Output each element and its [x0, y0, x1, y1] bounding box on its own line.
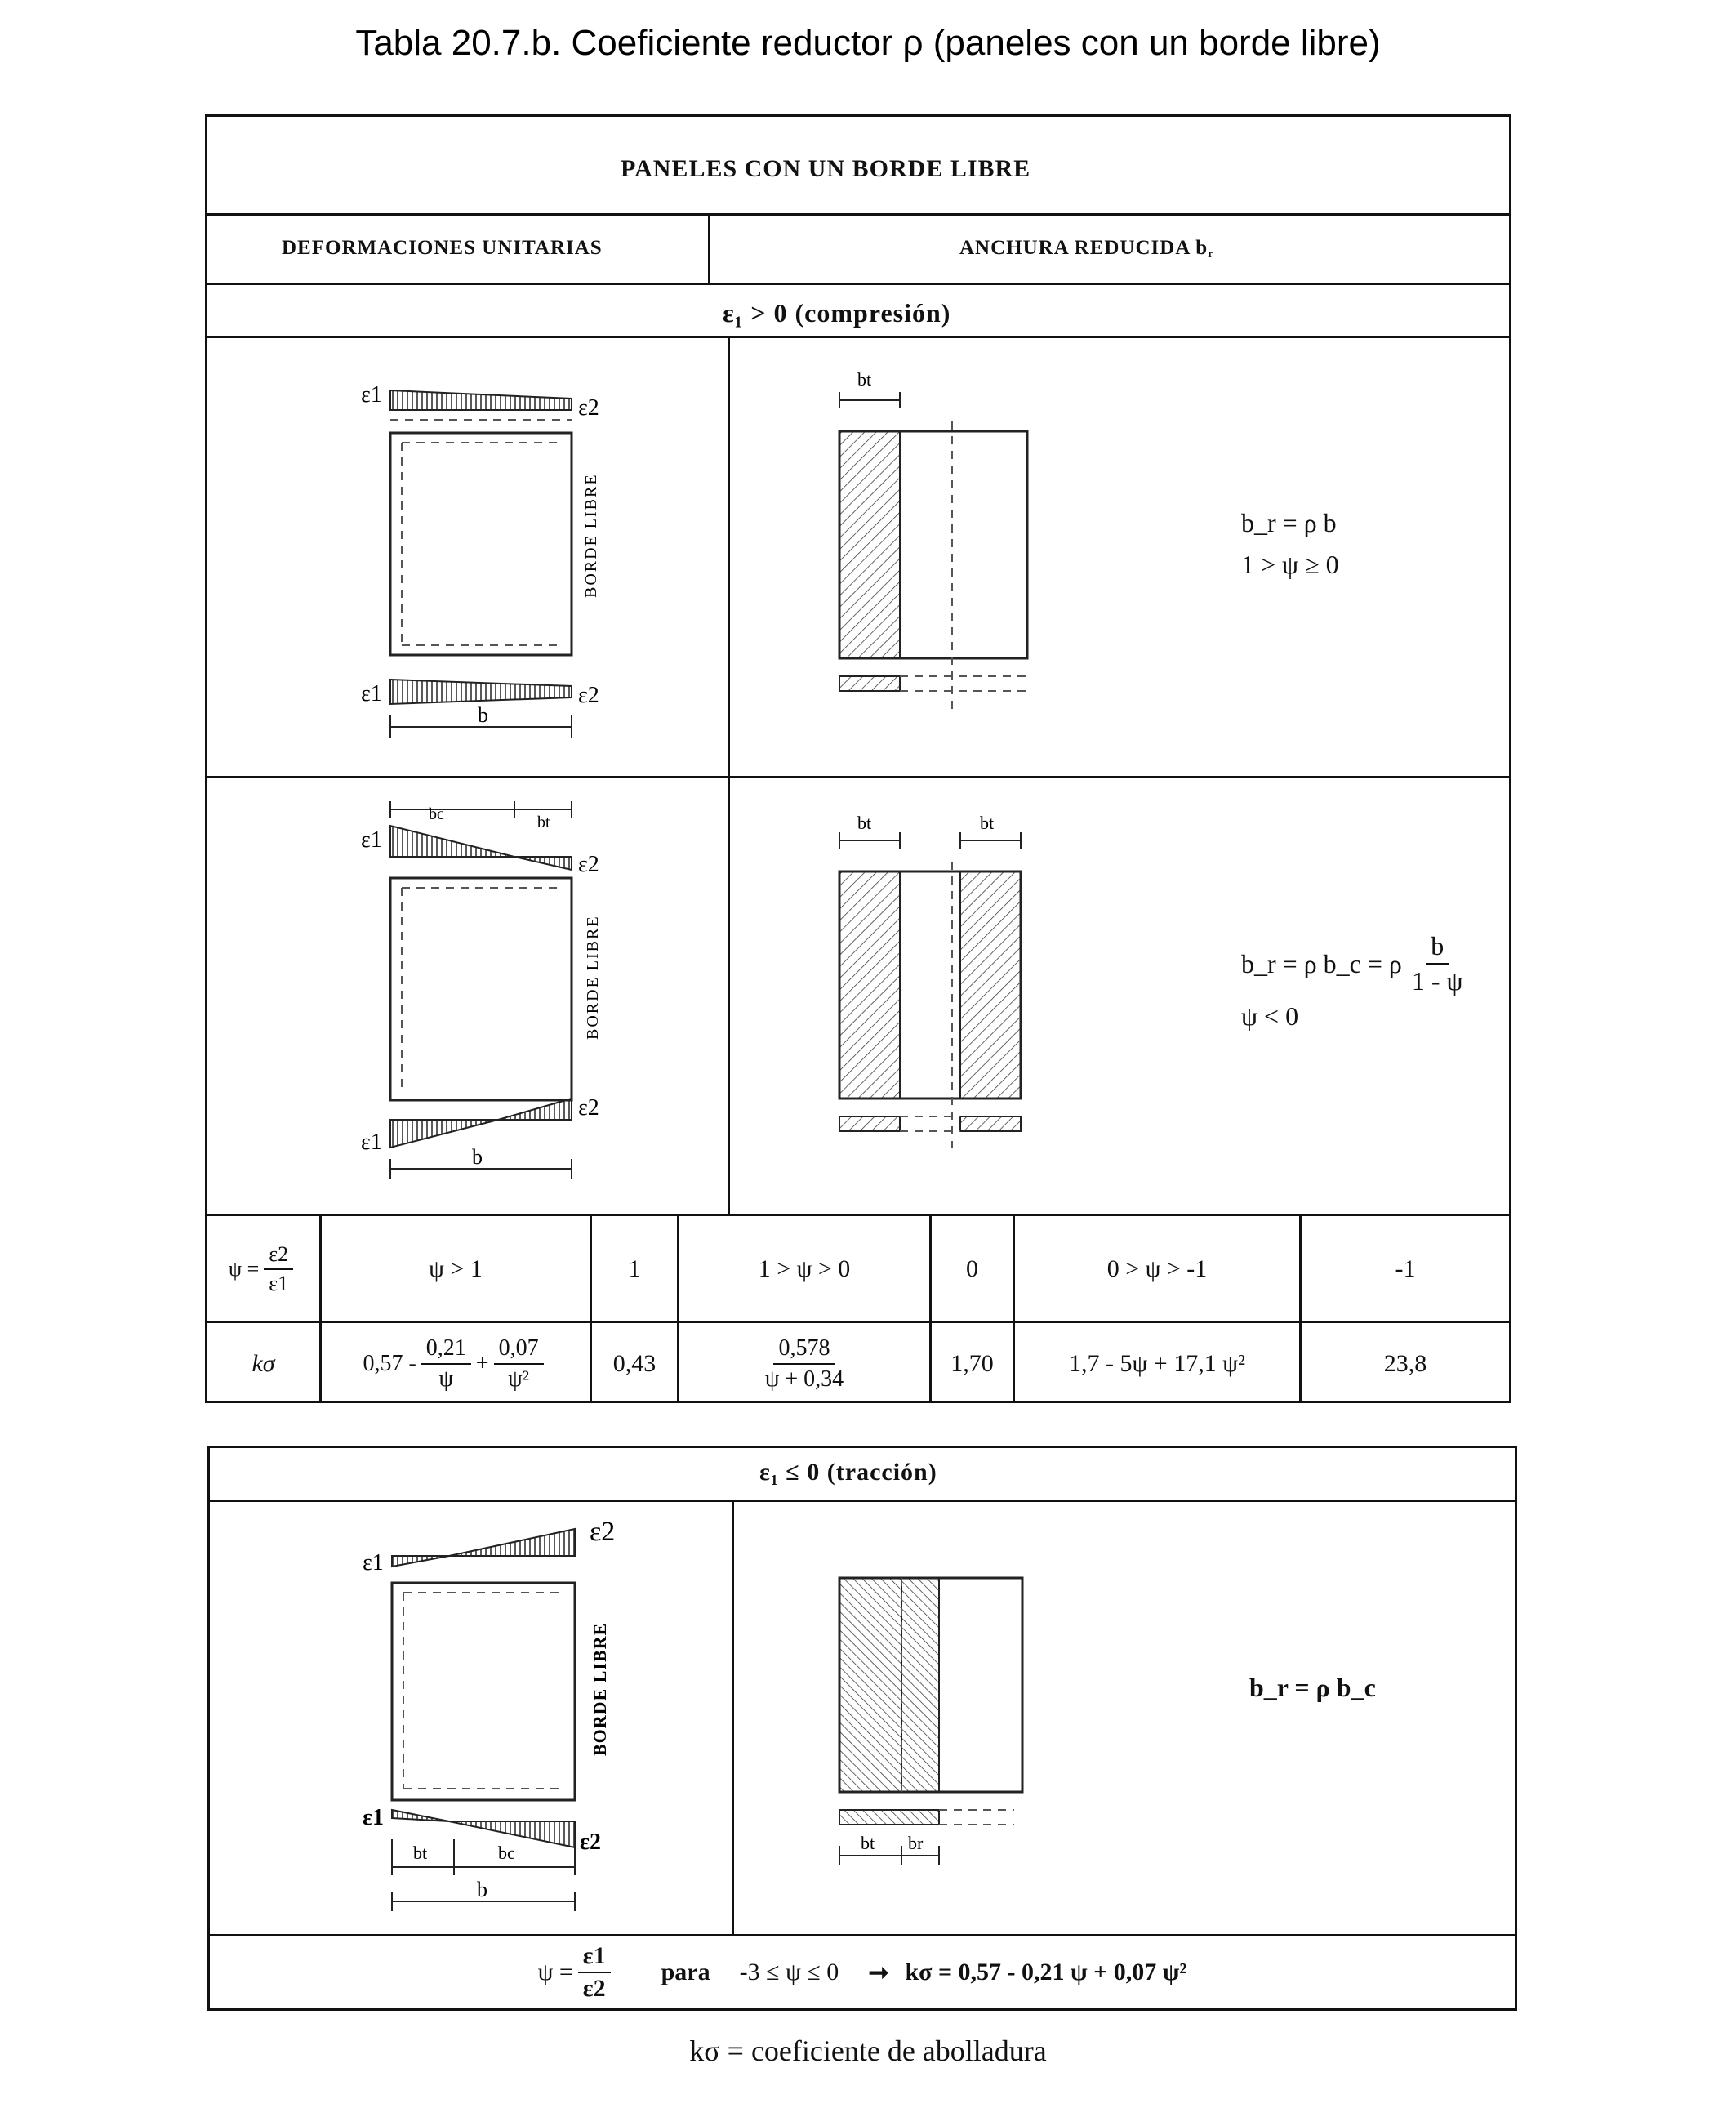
svg-text:ε2: ε2 [578, 852, 599, 877]
svg-text:bt: bt [861, 1833, 875, 1853]
svg-text:br: br [908, 1833, 924, 1853]
bt-label: bt [857, 369, 872, 390]
svg-text:BORDE LIBRE: BORDE LIBRE [590, 1622, 610, 1756]
column-left-header: DEFORMACIONES UNITARIAS [282, 237, 603, 259]
k-sigma-label: kσ [251, 1349, 275, 1377]
k-value-1: 0,57 - $\frac{0,21}{\psi}$ + $\frac{0,07}{\text{ψ²}}$ [322, 1324, 590, 1403]
psi-value-3: 1 > ψ > 0 [758, 1255, 851, 1282]
case1-formula: b_r = ρ b 1 > ψ ≥ 0 [1241, 508, 1339, 579]
table-heading: PANELES CON UN BORDE LIBRE [621, 155, 1031, 182]
k-value-4: 1,70 [950, 1349, 994, 1377]
svg-text:ε1: ε1 [361, 681, 382, 706]
psi-value-4: 0 [966, 1255, 978, 1282]
table-caption: Tabla 20.7.b. Coeficiente reductor ρ (paneles con un borde libre) [355, 23, 1381, 63]
traction-strain-diagram [343, 1511, 637, 1919]
svg-text:bt: bt [980, 813, 995, 833]
borde-libre-label: BORDE LIBRE [582, 473, 600, 598]
case2-strain-diagram [343, 796, 637, 1188]
traction-reduced-width-diagram [825, 1560, 1037, 1878]
svg-text:BORDE LIBRE: BORDE LIBRE [584, 915, 602, 1040]
k-value-6: 23,8 [1383, 1349, 1427, 1377]
svg-text:ε1: ε1 [363, 1805, 384, 1830]
svg-text:ε1: ε1 [361, 1130, 382, 1155]
case2-reduced-width-diagram [825, 796, 1037, 1156]
psi-value-2: 1 [628, 1255, 641, 1282]
psi-value-6: -1 [1395, 1255, 1416, 1282]
traction-header: ε₁ ≤ 0 (tracción) [759, 1459, 937, 1486]
psi-value-5: 0 > ψ > -1 [1106, 1255, 1208, 1282]
svg-text:bt: bt [857, 813, 872, 833]
eps1-label: ε1 [361, 382, 382, 408]
k-value-2: 0,43 [612, 1349, 657, 1377]
svg-text:b: b [472, 1145, 483, 1169]
svg-text:ε1: ε1 [361, 827, 382, 853]
svg-text:bt: bt [413, 1843, 428, 1863]
k-value-3: $\frac{0,578}{\psi + 0,34}$ [764, 1335, 844, 1392]
case1-strain-diagram [343, 368, 637, 743]
psi-value-1: ψ > 1 [429, 1255, 483, 1282]
svg-text:bt: bt [537, 813, 550, 831]
footnote: kσ = coeficiente de abolladura [689, 2034, 1047, 2067]
compression-header: ε₁ > 0 (compresión) [723, 298, 951, 328]
case1-reduced-width-diagram [825, 368, 1037, 711]
column-right-header: ANCHURA REDUCIDA $b_r$ [959, 237, 1214, 261]
svg-text:b: b [477, 1878, 487, 1901]
svg-text:ε2: ε2 [590, 1517, 616, 1547]
svg-text:bc: bc [429, 805, 444, 823]
k-value-5: 1,7 - 5ψ + 17,1 ψ² [1069, 1349, 1245, 1377]
case2-formula: b_r = ρ b_c = ρ $\frac{b}{1 - \psi}$ ψ < 0 [1241, 931, 1463, 1031]
svg-text:ε2: ε2 [578, 683, 599, 708]
svg-text:b: b [478, 703, 488, 727]
svg-text:ε1: ε1 [363, 1550, 384, 1575]
traction-formula: b_r = ρ b_c [1249, 1673, 1376, 1702]
svg-text:ε2: ε2 [580, 1829, 601, 1855]
psi-definition: ψ = $\frac{\varepsilon 2}{\varepsilon 1}$ [207, 1216, 319, 1321]
eps2-label: ε2 [578, 395, 599, 421]
svg-text:ε2: ε2 [578, 1095, 599, 1121]
svg-text:bc: bc [498, 1843, 515, 1863]
traction-k-formula: ψ = $\frac{\varepsilon 1}{\varepsilon 2}$ para -3 ≤ ψ ≤ 0 ➞ kσ = 0,57 - 0,21 ψ + 0,07 ψ² [537, 1942, 1187, 2002]
